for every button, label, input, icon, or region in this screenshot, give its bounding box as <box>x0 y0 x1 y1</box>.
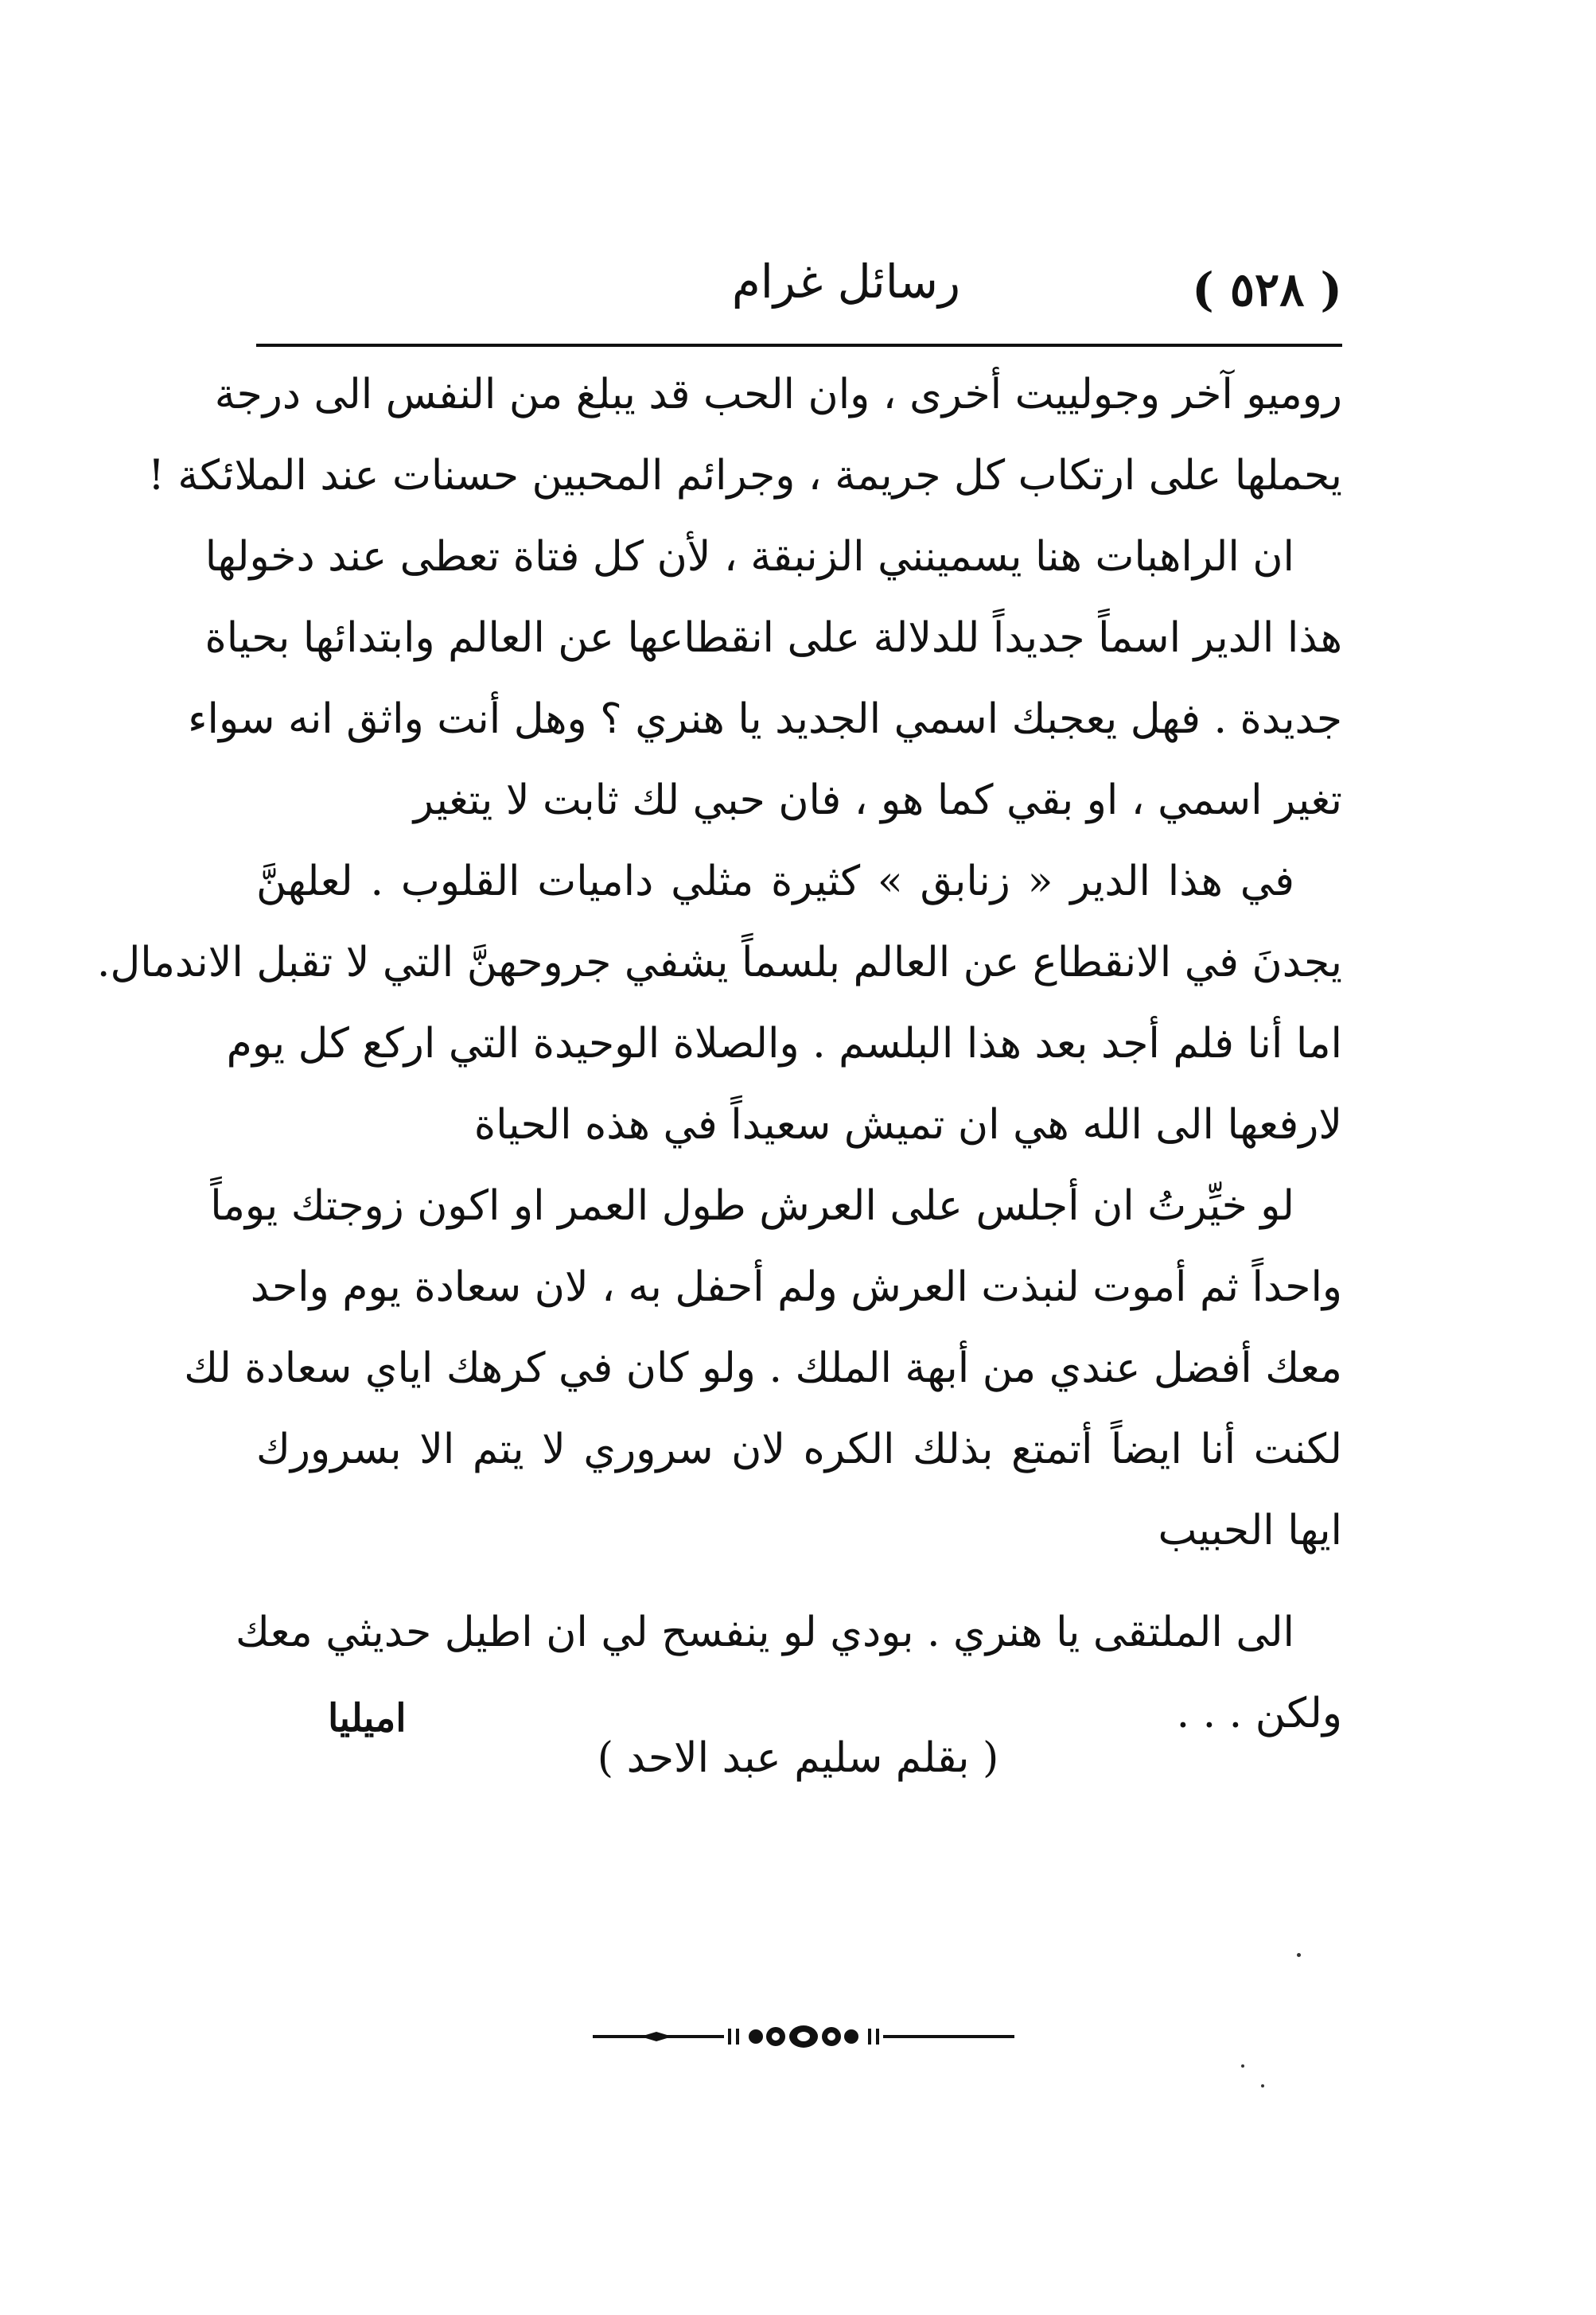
text-line: ان الراهبات هنا يسمينني الزنبقة ، لأن كل فتاة تعطى عند دخولها <box>204 533 1294 581</box>
running-title: رسائل غرام <box>731 255 960 309</box>
scan-speck <box>1297 1953 1301 1957</box>
author-attribution: ( بقلم سليم عبد الاحد ) <box>597 1734 999 1782</box>
text-line: معك أفضل عندي من أبهة الملك . ولو كان في كرهك اياي سعادة لك <box>184 1344 1342 1392</box>
body-text <box>96 354 1342 1754</box>
text-line: لارفعها الى الله هي ان تميش سعيداً في هذه الحياة <box>473 1101 1342 1149</box>
page-number: ( ٥٢٨ ) <box>1192 263 1342 317</box>
text-line: لو خيِّرتُ ان أجلس على العرش طول العمر او اكون زوجتك يوماً <box>210 1182 1294 1230</box>
text-line: ايها الحبيب <box>1158 1507 1342 1554</box>
text-line: اما أنا فلم أجد بعد هذا البلسم . والصلاة الوحيدة التي اركع كل يوم <box>226 1020 1342 1068</box>
ornament-divider <box>593 2021 1014 2052</box>
text-line: واحداً ثم أموت لنبذت العرش ولم أحفل به ، لان سعادة يوم واحد <box>250 1263 1342 1311</box>
text-line: تغير اسمي ، او بقي كما هو ، فان حبي لك ثابت لا يتغير <box>413 776 1342 824</box>
page-header <box>256 239 1342 350</box>
header-rule <box>256 344 1342 347</box>
scan-speck <box>1241 2064 1244 2068</box>
text-line: يجدنَ في الانقطاع عن العالم بلسماً يشفي جروحهنَّ التي لا تقبل الاندمال. <box>96 939 1342 986</box>
text-line: جديدة . فهل يعجبك اسمي الجديد يا هنري ؟ وهل أنت واثق انه سواء <box>188 695 1342 743</box>
signature: اميليا <box>328 1696 407 1741</box>
text-line: يحملها على ارتكاب كل جريمة ، وجرائم المحبين حسنات عند الملائكة ! <box>148 452 1342 500</box>
text-line: روميو آخر وجولييت أخرى ، وان الحب قد يبلغ من النفس الى درجة <box>214 371 1342 418</box>
scan-speck <box>1261 2084 1264 2087</box>
text-line: لكنت أنا ايضاً أتمتع بذلك الكره لان سروري لا يتم الا بسرورك <box>256 1426 1342 1473</box>
text-line: الى الملتقى يا هنري . بودي لو ينفسح لي ان اطيل حديثي معك <box>235 1609 1294 1656</box>
text-line: هذا الدير اسماً جديداً للدلالة على انقطاعها عن العالم وابتدائها بحياة <box>204 614 1342 662</box>
closing-text: ولكن . . . <box>1176 1690 1342 1737</box>
text-line: في هذا الدير « زنابق » كثيرة مثلي داميات القلوب . لعلهنَّ <box>256 858 1294 905</box>
